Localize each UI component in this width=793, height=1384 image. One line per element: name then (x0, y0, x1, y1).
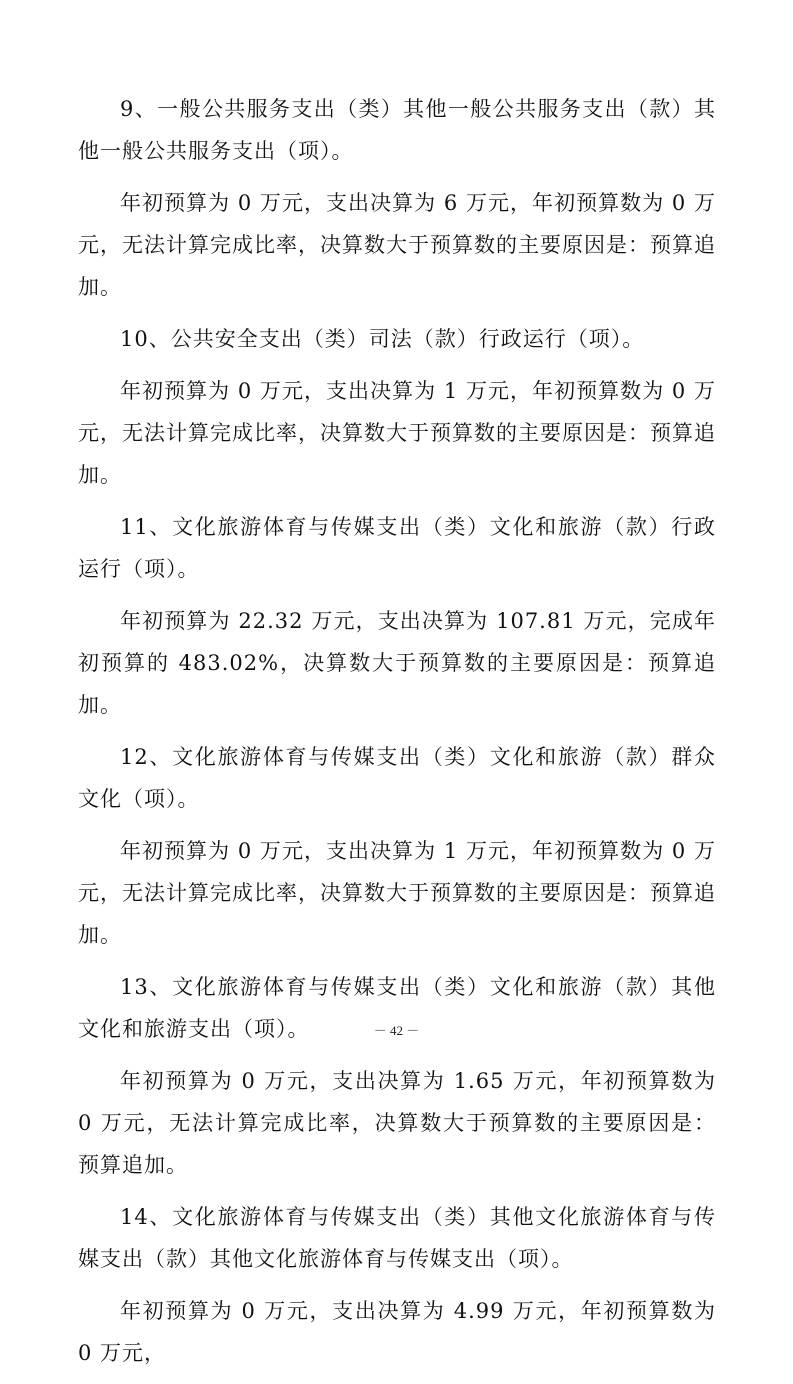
paragraph-item-13-detail: 年初预算为 0 万元，支出决算为 1.65 万元，年初预算数为 0 万元，无法计算完成比率，决算数大于预算数的主要原因是：预算追加。 (78, 1069, 716, 1177)
document-body (78, 88, 716, 1384)
paragraph-item-9-detail: 年初预算为 0 万元，支出决算为 6 万元，年初预算数为 0 万元，无法计算完成比率，决算数大于预算数的主要原因是：预算追加。 (78, 191, 716, 299)
paragraph-item-10-detail: 年初预算为 0 万元，支出决算为 1 万元，年初预算数为 0 万元，无法计算完成比率，决算数大于预算数的主要原因是：预算追加。 (78, 379, 716, 487)
paragraph-item-11-detail: 年初预算为 22.32 万元，支出决算为 107.81 万元，完成年初预算的 483.02%，决算数大于预算数的主要原因是：预算追加。 (78, 609, 716, 717)
page-number: － 42 － (373, 1023, 420, 1038)
paragraph-item-9-heading: 9、一般公共服务支出（类）其他一般公共服务支出（款）其他一般公共服务支出（项）。 (78, 97, 716, 163)
paragraph-item-14-detail: 年初预算为 0 万元，支出决算为 4.99 万元，年初预算数为 0 万元， (78, 1299, 716, 1365)
paragraph-item-11-heading: 11、文化旅游体育与传媒支出（类）文化和旅游（款）行政运行（项）。 (78, 515, 716, 581)
paragraph-item-13-heading: 13、文化旅游体育与传媒支出（类）文化和旅游（款）其他文化和旅游支出（项）。 (78, 975, 716, 1041)
paragraph-item-10-heading: 10、公共安全支出（类）司法（款）行政运行（项）。 (120, 327, 645, 351)
paragraph-item-12-heading: 12、文化旅游体育与传媒支出（类）文化和旅游（款）群众文化（项）。 (78, 745, 716, 811)
paragraph-item-14-heading: 14、文化旅游体育与传媒支出（类）其他文化旅游体育与传媒支出（款）其他文化旅游体育与传媒支出（项）。 (78, 1205, 716, 1271)
paragraph-item-12-detail: 年初预算为 0 万元，支出决算为 1 万元，年初预算数为 0 万元，无法计算完成比率，决算数大于预算数的主要原因是：预算追加。 (78, 839, 716, 947)
